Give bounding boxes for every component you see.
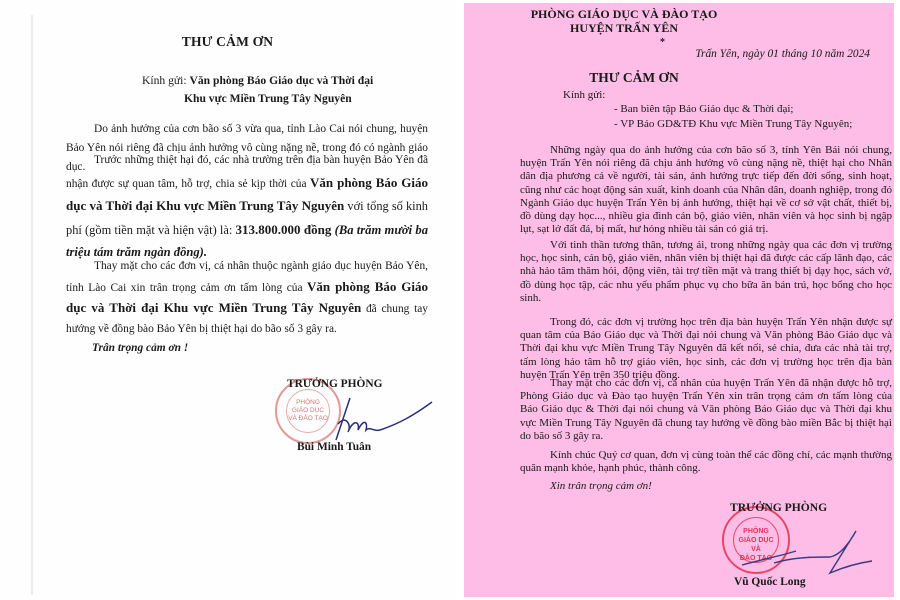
- paragraph-5: [520, 449, 892, 475]
- paragraph-2: [520, 239, 892, 305]
- stamp-text-3: ĐÀO TẠO: [739, 555, 773, 562]
- signer-name: Vũ Quốc Long: [734, 576, 806, 588]
- donor-org-name: Văn phòng Báo Giáo dục và Thời đại Khu vực Miền Trung Tây Nguyên: [66, 174, 429, 213]
- paragraph-2-text: Với tinh thần tương thân, tương ái, trong những ngày qua các đơn vị trường học, học sinh, cán bộ, giáo viên, nhân viên bị thiệt hại đã được các cấp lãnh đạo, các nhà hảo tâm thăm hỏi, động viên, tài trợ tiền mặt và trang thiết bị dạy học, sách vở, đồ dùng học tập, các nhu yếu phẩm phục vụ cho bữa ăn bán trú, học bổng cho học sinh.: [520, 239, 892, 304]
- page-edge-shadow: [31, 15, 33, 595]
- recipient-item: - VP Báo GD&TĐ Khu vực Miền Trung Tây Nguyên;: [614, 118, 853, 130]
- letter-title: THƯ CẢM ƠN: [589, 70, 679, 85]
- recipient-block: [142, 72, 373, 108]
- date-line: Trấn Yên, ngày 01 tháng 10 năm 2024: [695, 48, 870, 60]
- letter-title: THƯ CẢM ƠN: [181, 34, 274, 49]
- paragraph-3-text-b: đã chung tay hướng về đồng bào Bảo Yên bị thiệt hại do bão số 3 gây ra.: [66, 303, 428, 335]
- thank-you-letter-tran-yen: [464, 3, 894, 597]
- paragraph-1: [520, 144, 892, 236]
- recipient-line-1: Văn phòng Báo Giáo dục và Thời đại: [189, 74, 374, 87]
- paragraph-2: [66, 150, 428, 269]
- paragraph-2-text-a: Trước những thiệt hại đó, các nhà trường trên địa bàn huyện Bảo Yên đã nhận được sự quan tâm, hỗ trợ, chia sẻ kịp thời của: [66, 154, 428, 190]
- stamp-text-3: VÀ ĐÀO TẠO: [288, 415, 328, 422]
- greeting: Kính gửi:: [563, 89, 606, 101]
- org-line-1: PHÒNG GIÁO DỤC VÀ ĐÀO TẠO: [530, 7, 718, 21]
- paragraph-3-text-a: Thay mặt cho các đơn vị, cá nhân thuộc ngành giáo dục huyện Bảo Yên, tỉnh Lào Cai xin trân trọng cảm ơn tấm lòng của: [66, 260, 428, 294]
- org-line-2: HUYỆN TRẤN YÊN: [569, 21, 678, 35]
- stamp-text-2: GIÁO DỤC VÀ: [738, 537, 774, 553]
- paragraph-3: [520, 316, 892, 382]
- thanked-org-name: Văn phòng Báo Giáo dục và Thời đại Khu vực Miền Trung Tây Nguyên: [66, 278, 428, 315]
- paragraph-1-text: Những ngày qua do ảnh hưởng của cơn bão số 3, tỉnh Yên Bái nói chung, huyện Trấn Yên nói riêng đã chịu ảnh hưởng vô cùng nặng nề, thiệt hại cho Nhân dân địa phương cả về người, tài sản, ảnh hưởng trực tiếp đến đời sống, sinh hoạt, cũng như các hoạt động sản xuất, kinh doanh của Nhân dân, doanh nghiệp, trong đó Ngành Giáo dục huyện Trấn Yên bị ảnh hưởng, thiệt hại về cơ sở vật chất, thiết bị, đồ dùng dạy học..., nhiều gia đình cán bộ, giáo viên, nhân viên và học sinh bị ngập lụt, sạt lở đất đá, bị mất, hư hỏng nhiều tài sản có giá trị.: [520, 144, 892, 236]
- paragraph-5-text: Kính chúc Quý cơ quan, đơn vị cùng toàn thể các đồng chí, các mạnh thường quân mạnh khỏe, hạnh phúc, thành công.: [520, 449, 892, 475]
- donation-amount: 313.800.000 đồng: [235, 221, 332, 237]
- closing-line: Trân trọng cảm ơn !: [92, 342, 189, 354]
- issuing-organization: [464, 7, 894, 35]
- recipient-list: [614, 102, 852, 132]
- official-stamp: [722, 506, 790, 574]
- paragraph-3: [66, 257, 428, 343]
- stamp-text-1: PHÒNG: [743, 528, 769, 535]
- org-star-separator: *: [660, 37, 665, 48]
- closing-line: Xin trân trọng cảm ơn!: [550, 480, 652, 492]
- recipient-label: Kính gửi:: [142, 74, 190, 87]
- paragraph-3-text: Trong đó, các đơn vị trường học trên địa bàn huyện Trấn Yên nhận được sự quan tâm của Báo Giáo dục và Thời đại nói chung và Văn phòng Báo Giáo dục và Thời đại khu vực Miền Trung Tây Nguyên đã kết nối, sẻ chia, đưa các nhà tài trợ, tấm lòng hảo tâm hỗ trợ giáo viên, học sinh, các đơn vị trường học trên địa bàn huyện Trấn Yên trên 350 triệu đồng.: [520, 316, 892, 381]
- signature-title: TRƯỞNG PHÒNG: [730, 501, 828, 514]
- paragraph-4: [520, 377, 892, 443]
- donation-amount-words: (Ba trăm mười ba triệu tám trăm ngàn đồng).: [66, 222, 428, 259]
- signature-title: TRƯỞNG PHÒNG: [287, 378, 383, 390]
- paragraph-4-text: Thay mặt cho các đơn vị, cá nhân của huyện Trấn Yên đã nhận được hỗ trợ, Phòng Giáo dục và Đào tạo huyện Trấn Yên xin trân trọng cảm ơn tấm lòng của Báo Giáo dục & Thời đại nói chung và Văn phòng Báo Giáo dục và Thời đại khu vực Miền Trung Tây Nguyên đã chung tay hướng về đồng bào miền Bắc bị thiệt hại do bão số 3 gây ra.: [520, 377, 892, 442]
- signer-name: Bùi Minh Tuân: [297, 441, 372, 453]
- stamp-text-1: PHÒNG: [296, 399, 320, 406]
- recipient-item: - Ban biên tập Báo Giáo dục & Thời đại;: [614, 103, 794, 115]
- paragraph-1-text: Do ảnh hưởng của cơn bão số 3 vừa qua, tỉnh Lào Cai nói chung, huyện Bảo Yên nói riêng đã chịu ảnh hưởng vô cùng nặng nề, trong đó có ngành giáo dục.: [66, 123, 428, 173]
- recipient-line-2: Khu vực Miền Trung Tây Nguyên: [184, 92, 352, 105]
- paragraph-2-text-b: với tổng số kinh phí (gồm tiền mặt và hiện vật) là:: [66, 199, 429, 237]
- stamp-text-2: GIÁO DỤC: [291, 407, 325, 414]
